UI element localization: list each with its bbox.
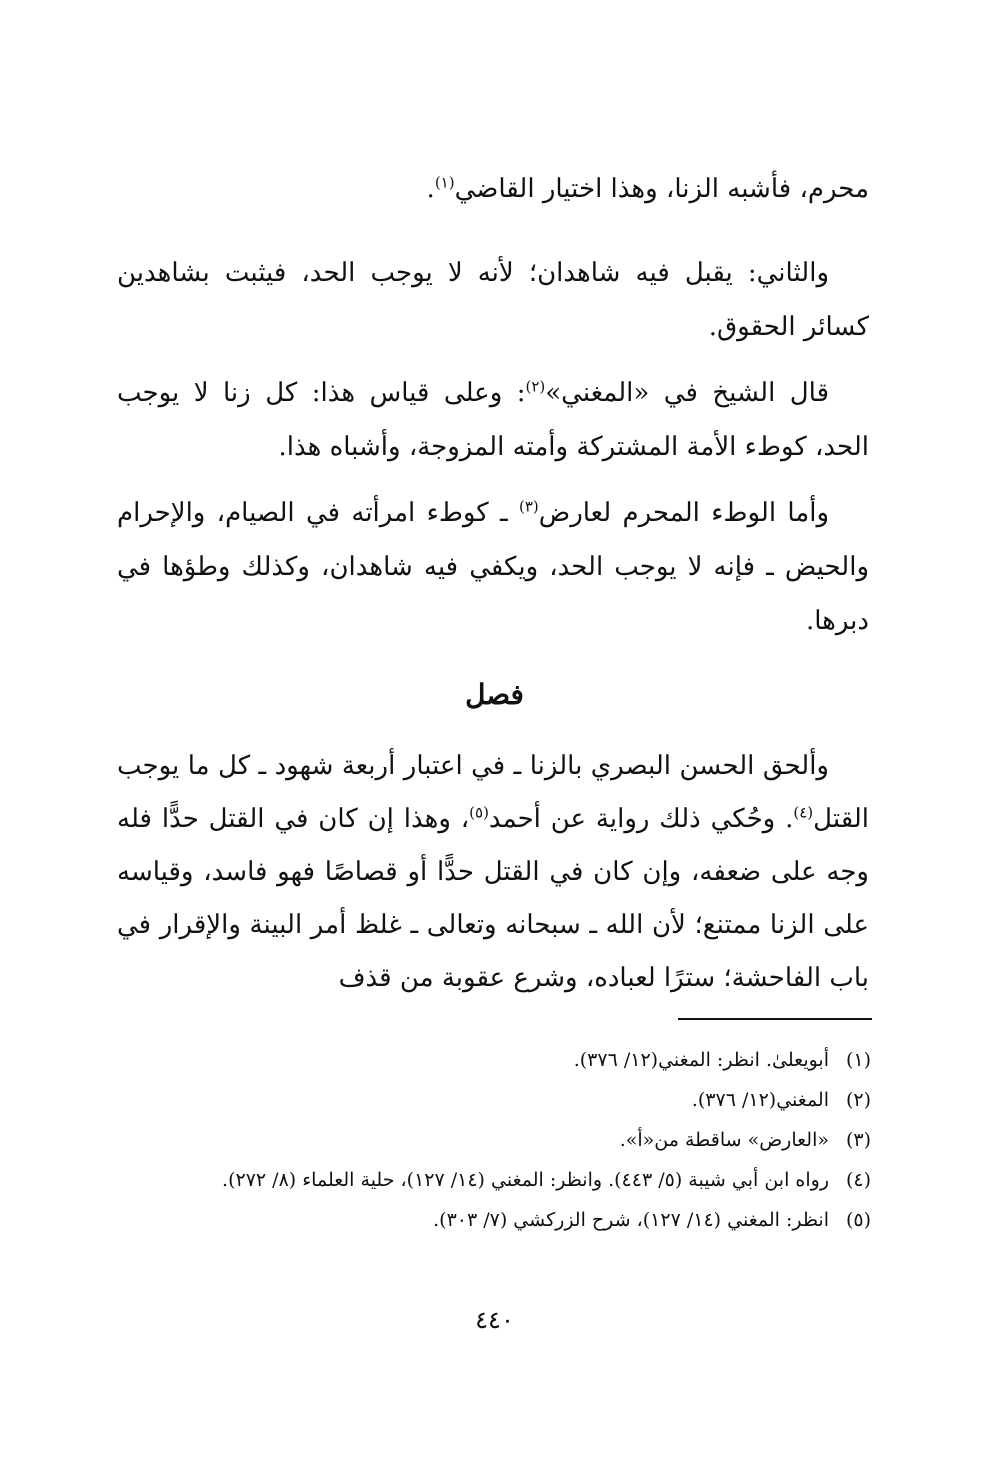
footnote-ref-2: (٢) (525, 377, 546, 396)
paragraph-4 (117, 486, 869, 648)
paragraph-1-end: . (426, 174, 435, 204)
footnote-text: أبويعلىٰ. انظر: المغني(١٢/ ٣٧٦). (573, 1049, 829, 1071)
paragraph-5 (117, 740, 869, 1005)
paragraph-2 (117, 246, 869, 354)
page-number: ٤٤٠ (475, 1306, 514, 1334)
footnote-number: (١) (845, 1049, 871, 1071)
paragraph-4-text: وأما الوطء المحرم لعارض (538, 498, 830, 528)
footnote-number: (٢) (845, 1089, 871, 1111)
footnote-divider (678, 1018, 872, 1020)
paragraph-4-text-cont: ـ كوطء امرأته في الصيام، والإحرام والحيض ـ فإنه لا يوجب الحد، ويكفي فيه شاهدان، وكذلك وطؤها في دبرها. (117, 498, 869, 636)
footnote-ref-4: (٤) (793, 803, 814, 822)
footnote-item (111, 1200, 871, 1240)
paragraph-1 (117, 162, 869, 216)
footnote-number: (٤) (845, 1169, 871, 1191)
paragraph-5-text-cont: . وحُكي ذلك رواية عن أحمد (488, 804, 794, 834)
paragraph-5-text-end: ، وهذا إن كان في القتل حدًّا فله وجه على ضعفه، وإن كان في القتل حدًّا أو قصاصًا فهو فاسد، وقياسه على الزنا ممتنع؛ لأن الله ـ سبحانه وتعالى ـ غلظ أمر البينة والإقرار في باب الفاحشة؛ سترًا لعباده، وشرع عقوبة من قذف (117, 804, 869, 993)
section-heading: فصل (465, 678, 524, 711)
footnote-text: رواه ابن أبي شيبة (٥/ ٤٤٣). وانظر: المغني (١٤/ ١٢٧)، حلية العلماء (٨/ ٢٧٢). (222, 1169, 829, 1191)
paragraph-2-text: والثاني: يقبل فيه شاهدان؛ لأنه لا يوجب الحد، فيثبت بشاهدين كسائر الحقوق. (117, 258, 869, 342)
footnote-item (111, 1080, 871, 1120)
footnote-number: (٥) (845, 1209, 871, 1231)
footnote-number: (٣) (845, 1129, 871, 1151)
footnote-item (111, 1120, 871, 1160)
footnote-ref-3: (٣) (518, 497, 539, 516)
footnote-ref-1: (١) (434, 173, 455, 192)
footnote-item (111, 1160, 871, 1200)
paragraph-3-text-cont: : وعلى قياس هذا: كل زنا لا يوجب الحد، كوطء الأمة المشتركة وأمته المزوجة، وأشباه هذا. (117, 378, 869, 462)
paragraph-3-text: قال الشيخ في «المغني» (545, 378, 830, 408)
footnote-item (111, 1040, 871, 1080)
footnote-text: انظر: المغني (١٤/ ١٢٧)، شرح الزركشي (٧/ ٣٠٣). (433, 1209, 829, 1231)
paragraph-3 (117, 366, 869, 474)
footnotes-list (111, 1040, 871, 1240)
footnote-ref-5: (٥) (469, 803, 489, 822)
footnote-text: المغني(١٢/ ٣٧٦). (691, 1089, 829, 1111)
paragraph-1-text: محرم، فأشبه الزنا، وهذا اختيار القاضي (454, 174, 869, 204)
footnote-text: «العارض» ساقطة من«أ». (619, 1129, 829, 1151)
paragraph-5-text: وألحق الحسن البصري بالزنا ـ في اعتبار أربعة شهود ـ كل ما يوجب القتل (117, 751, 869, 834)
